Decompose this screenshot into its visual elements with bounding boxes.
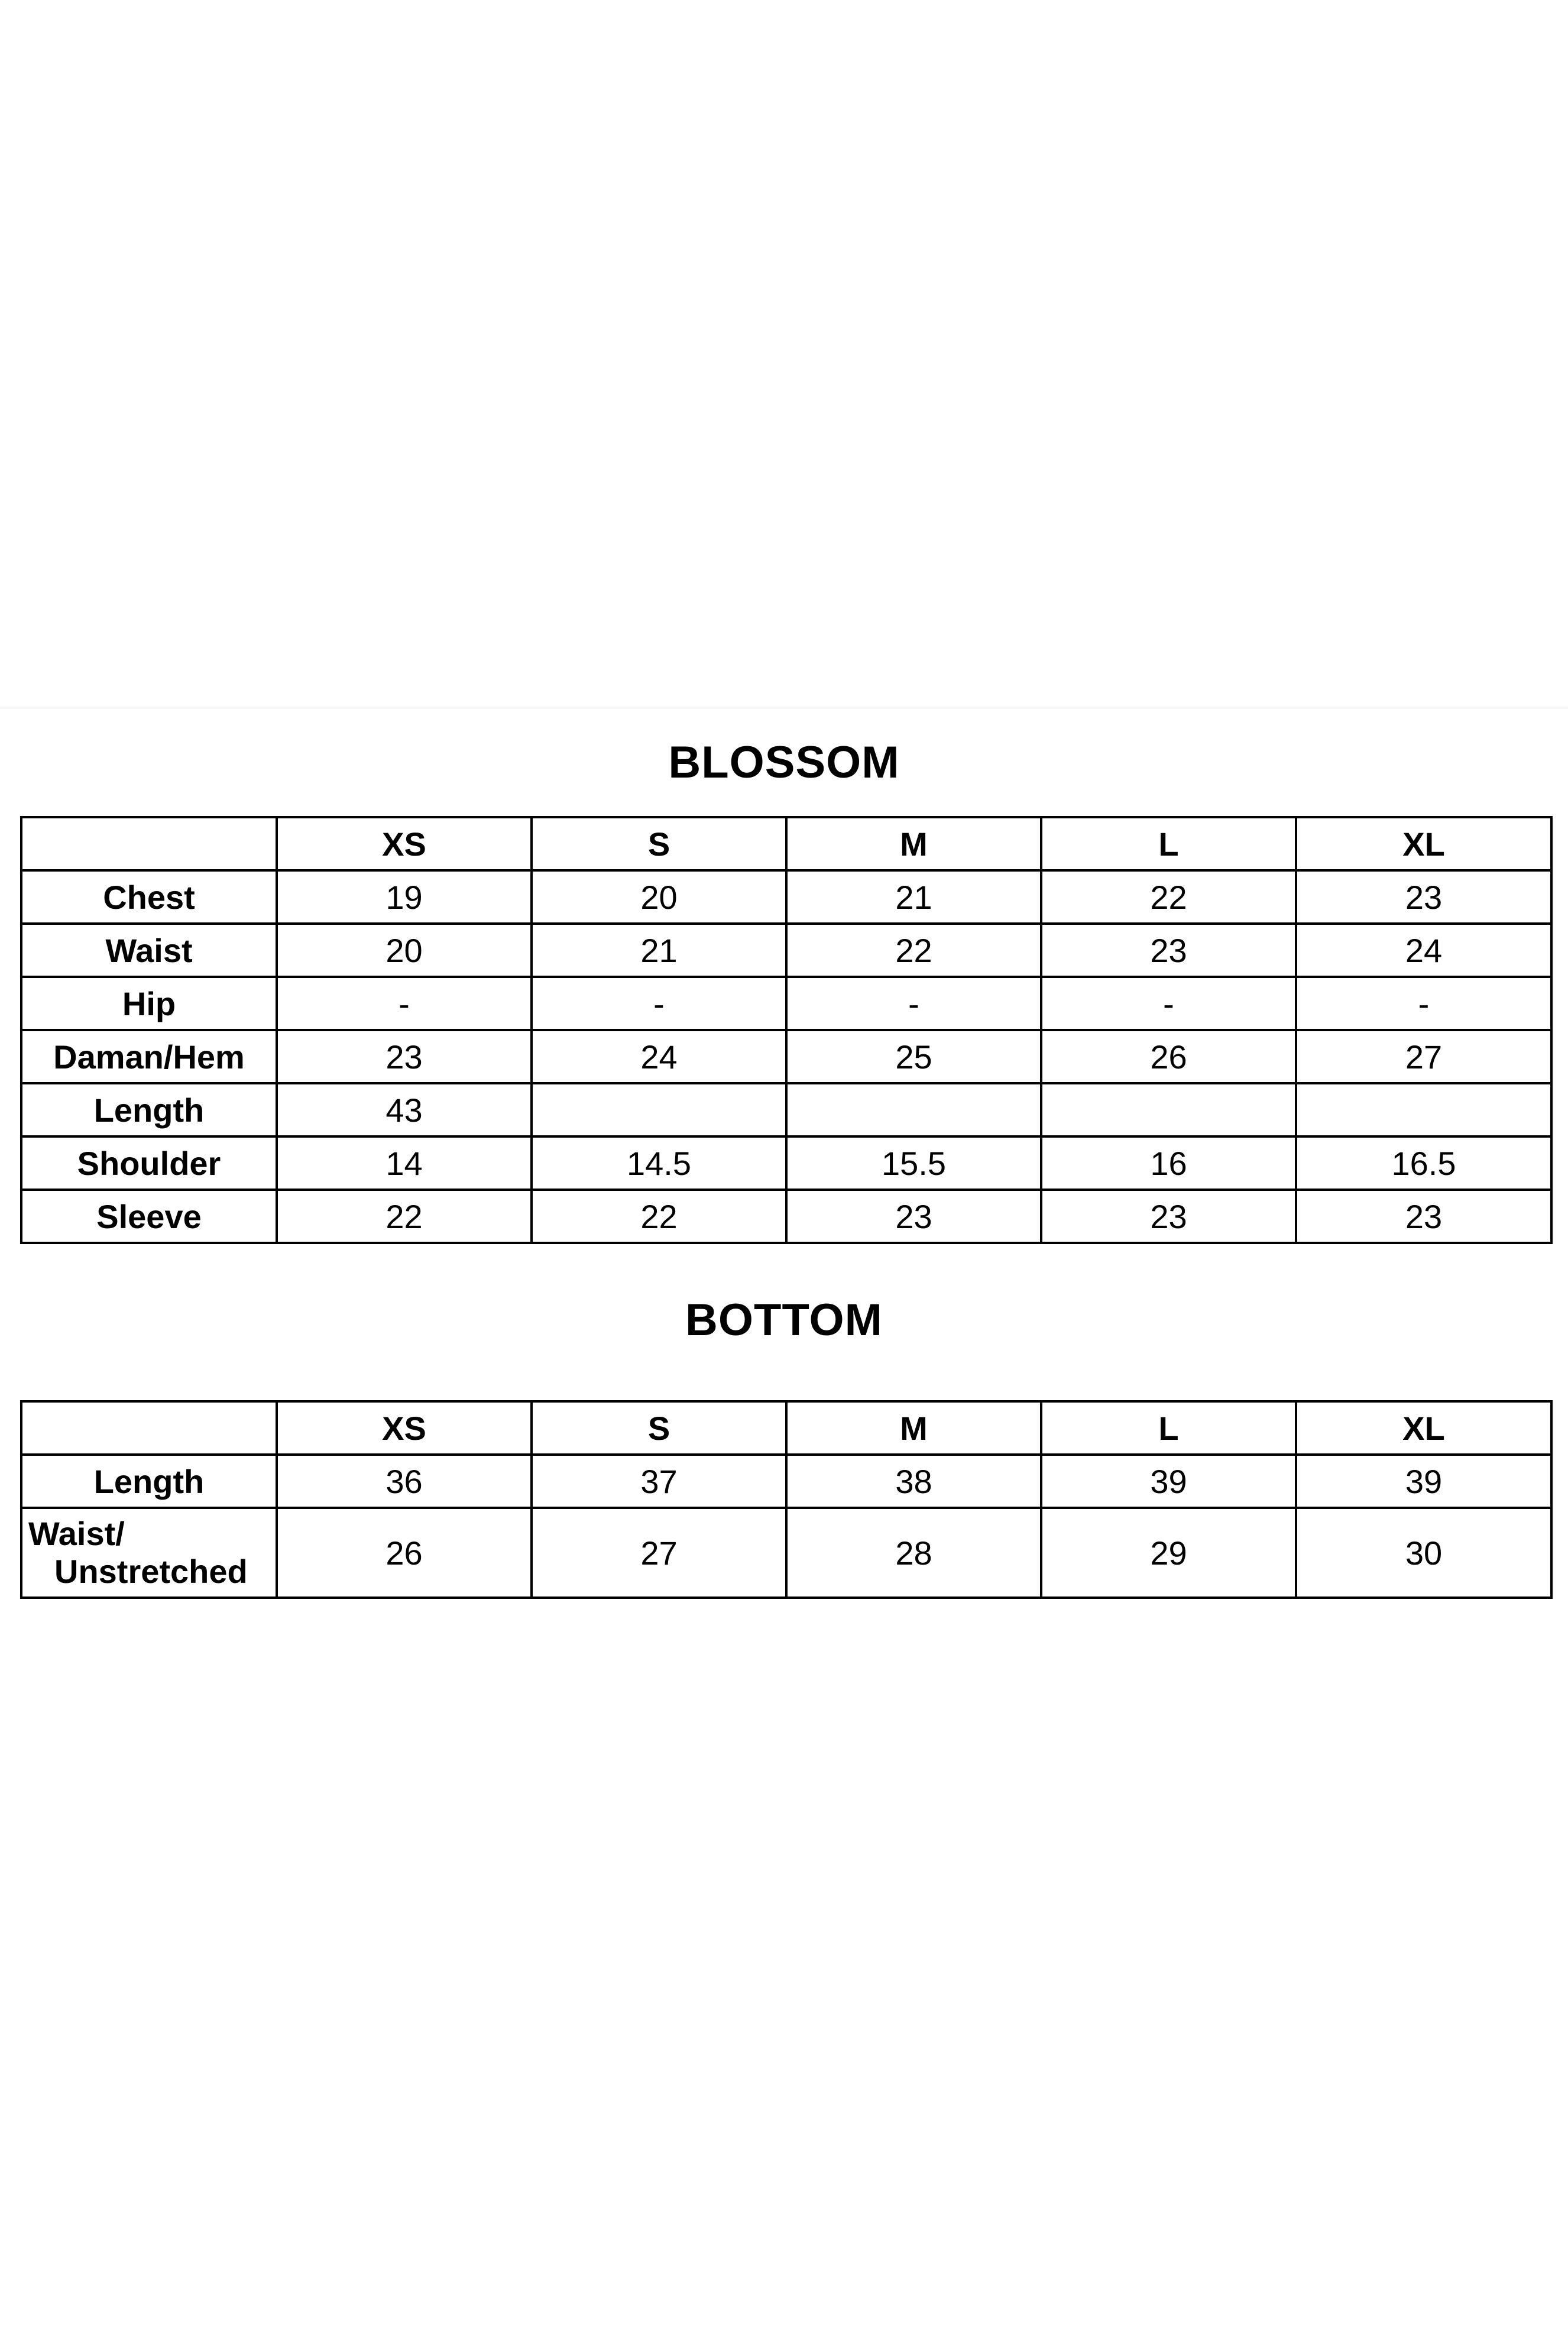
table-cell: 26	[277, 1508, 532, 1598]
table-cell: 29	[1041, 1508, 1296, 1598]
table-row	[21, 1455, 1551, 1508]
section-divider	[0, 707, 1568, 709]
table-cell	[1296, 1083, 1551, 1136]
table-cell: -	[532, 977, 786, 1030]
table-cell: 21	[532, 924, 786, 977]
table-header-row	[21, 1401, 1551, 1455]
table-cell: 39	[1296, 1455, 1551, 1508]
table-cell: 21	[786, 870, 1041, 924]
table-cell: -	[1041, 977, 1296, 1030]
table-cell: 43	[277, 1083, 532, 1136]
table-cell: 28	[786, 1508, 1041, 1598]
table-cell: 22	[786, 924, 1041, 977]
table-cell: 20	[277, 924, 532, 977]
table-row	[21, 1508, 1551, 1598]
row-label: Chest	[21, 870, 277, 924]
table-cell: -	[786, 977, 1041, 1030]
table-row	[21, 1190, 1551, 1243]
row-label: Shoulder	[21, 1136, 277, 1190]
size-header: XS	[277, 1401, 532, 1455]
table-cell: -	[277, 977, 532, 1030]
table-cell: 30	[1296, 1508, 1551, 1598]
table-cell: 38	[786, 1455, 1041, 1508]
table-cell: 23	[1041, 924, 1296, 977]
size-header: L	[1041, 1401, 1296, 1455]
size-header: XS	[277, 817, 532, 870]
table-cell: 22	[532, 1190, 786, 1243]
table-cell	[1041, 1083, 1296, 1136]
row-label-line: Unstretched	[54, 1553, 248, 1590]
table-row	[21, 977, 1551, 1030]
table-cell: -	[1296, 977, 1551, 1030]
table-cell: 25	[786, 1030, 1041, 1083]
table-cell: 23	[1041, 1190, 1296, 1243]
bottom-table-title: BOTTOM	[685, 1295, 883, 1345]
table-row	[21, 924, 1551, 977]
table-cell: 24	[1296, 924, 1551, 977]
table-cell: 23	[277, 1030, 532, 1083]
table-cell: 39	[1041, 1455, 1296, 1508]
table-cell: 14	[277, 1136, 532, 1190]
table-cell: 23	[786, 1190, 1041, 1243]
table-cell: 16	[1041, 1136, 1296, 1190]
row-label-line: Waist/	[28, 1515, 125, 1552]
table-cell: 27	[532, 1508, 786, 1598]
table-row	[21, 1136, 1551, 1190]
table-cell: 27	[1296, 1030, 1551, 1083]
table-cell	[786, 1083, 1041, 1136]
table-cell: 23	[1296, 870, 1551, 924]
table-cell: 37	[532, 1455, 786, 1508]
table-row	[21, 870, 1551, 924]
corner-cell	[21, 1401, 277, 1455]
size-header: XL	[1296, 1401, 1551, 1455]
table-cell: 16.5	[1296, 1136, 1551, 1190]
bottom-size-table	[20, 1400, 1553, 1599]
row-label: Waist	[21, 924, 277, 977]
row-label: Length	[21, 1455, 277, 1508]
size-header: XL	[1296, 817, 1551, 870]
size-header: L	[1041, 817, 1296, 870]
row-label: Daman/Hem	[21, 1030, 277, 1083]
table-cell	[532, 1083, 786, 1136]
corner-cell	[21, 817, 277, 870]
size-header: S	[532, 817, 786, 870]
table-cell: 20	[532, 870, 786, 924]
table-cell: 26	[1041, 1030, 1296, 1083]
table-cell: 36	[277, 1455, 532, 1508]
row-label: Length	[21, 1083, 277, 1136]
blossom-size-table	[20, 816, 1553, 1244]
table-cell: 19	[277, 870, 532, 924]
table-cell: 22	[277, 1190, 532, 1243]
table-row	[21, 1083, 1551, 1136]
size-header: M	[786, 817, 1041, 870]
row-label	[21, 1508, 277, 1598]
table-cell: 22	[1041, 870, 1296, 924]
blossom-table-title: BLOSSOM	[668, 737, 900, 788]
table-header-row	[21, 817, 1551, 870]
table-row	[21, 1030, 1551, 1083]
size-header: M	[786, 1401, 1041, 1455]
table-cell: 14.5	[532, 1136, 786, 1190]
table-cell: 24	[532, 1030, 786, 1083]
row-label: Sleeve	[21, 1190, 277, 1243]
table-cell: 23	[1296, 1190, 1551, 1243]
row-label: Hip	[21, 977, 277, 1030]
size-header: S	[532, 1401, 786, 1455]
table-cell: 15.5	[786, 1136, 1041, 1190]
